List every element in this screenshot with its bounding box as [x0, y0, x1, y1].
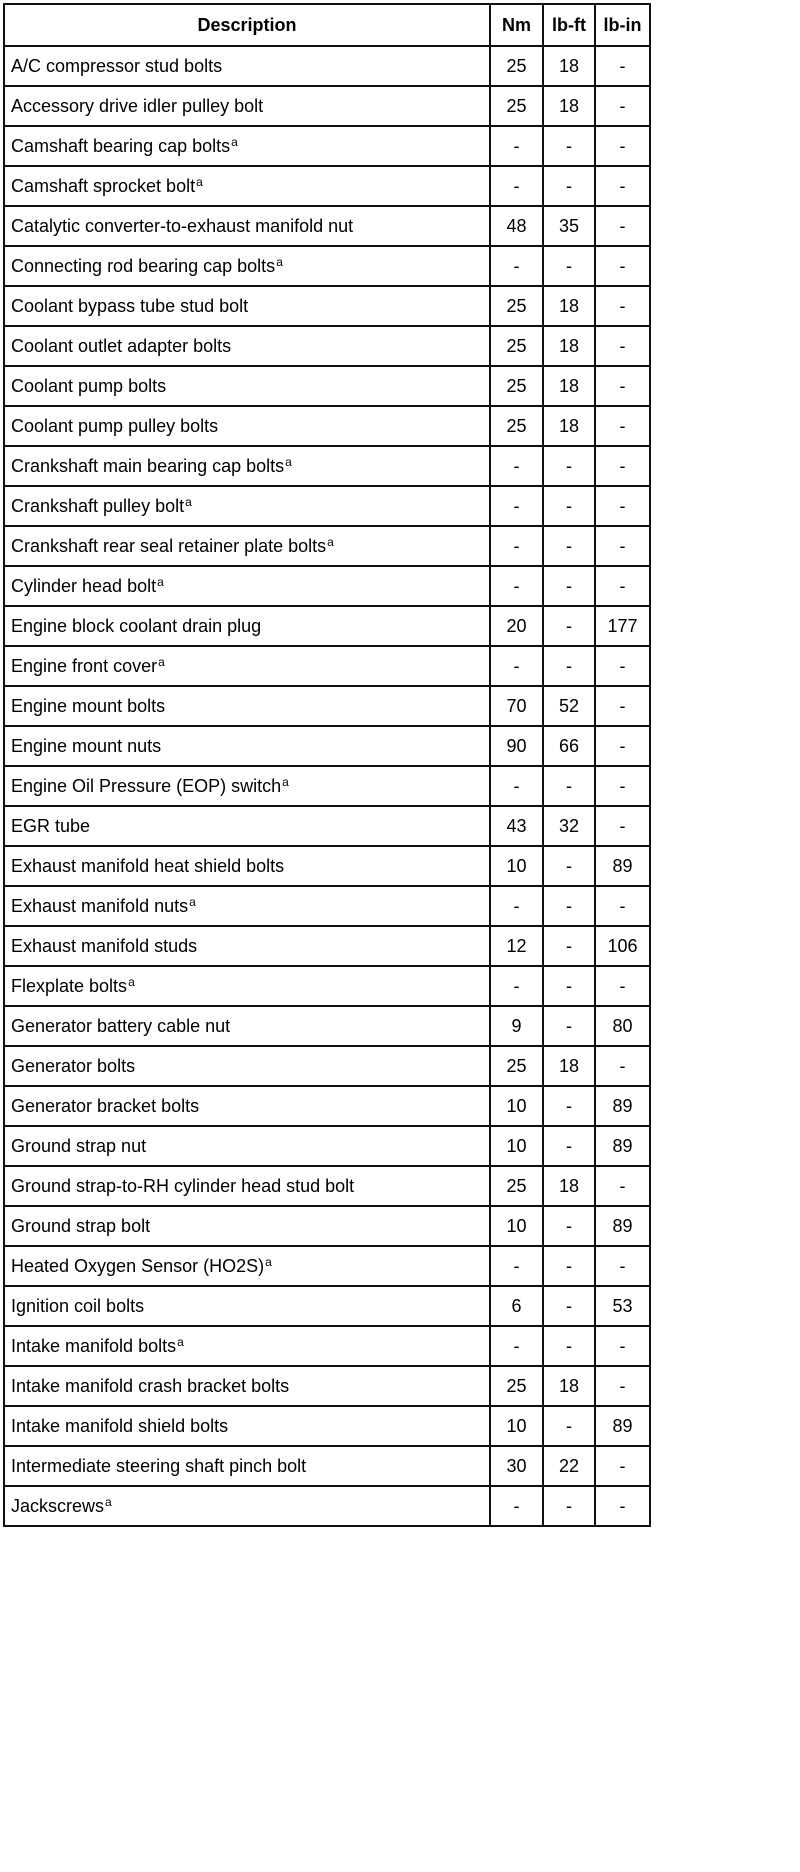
- cell-description: [4, 86, 490, 126]
- table-row: [4, 406, 650, 446]
- cell-lb-in: -: [595, 1046, 650, 1086]
- cell-nm: -: [490, 246, 543, 286]
- description-text: Accessory drive idler pulley bolt: [11, 95, 264, 116]
- cell-description: [4, 1006, 490, 1046]
- cell-lb-ft: 18: [543, 1046, 595, 1086]
- footnote-marker: a: [282, 774, 289, 789]
- cell-lb-in: -: [595, 1366, 650, 1406]
- cell-description: [4, 1286, 490, 1326]
- table-row: [4, 886, 650, 926]
- cell-description: [4, 846, 490, 886]
- table-row: [4, 1446, 650, 1486]
- cell-nm: 10: [490, 1126, 543, 1166]
- table-row: [4, 206, 650, 246]
- description-text: Coolant pump pulley bolts: [11, 415, 219, 436]
- cell-nm: 9: [490, 1006, 543, 1046]
- footnote-marker: a: [265, 1254, 272, 1269]
- cell-lb-ft: -: [543, 166, 595, 206]
- cell-lb-ft: -: [543, 766, 595, 806]
- cell-description: [4, 286, 490, 326]
- cell-description: [4, 1206, 490, 1246]
- cell-lb-ft: -: [543, 846, 595, 886]
- cell-description: [4, 1326, 490, 1366]
- footnote-marker: a: [231, 134, 238, 149]
- table-row: [4, 246, 650, 286]
- table-row: [4, 126, 650, 166]
- cell-nm: -: [490, 446, 543, 486]
- cell-lb-ft: 18: [543, 1366, 595, 1406]
- cell-lb-in: -: [595, 1486, 650, 1526]
- description-text: Intake manifold crash bracket bolts: [11, 1375, 290, 1396]
- column-header-lb-ft: lb-ft: [543, 4, 595, 46]
- cell-description: [4, 46, 490, 86]
- description-text: A/C compressor stud bolts: [11, 55, 223, 76]
- cell-description: [4, 566, 490, 606]
- cell-lb-in: -: [595, 126, 650, 166]
- cell-lb-in: 89: [595, 846, 650, 886]
- cell-nm: -: [490, 526, 543, 566]
- description-text: Connecting rod bearing cap bolts: [11, 255, 276, 276]
- cell-nm: 25: [490, 1046, 543, 1086]
- table-row: [4, 686, 650, 726]
- footnote-marker: a: [189, 894, 196, 909]
- cell-lb-ft: -: [543, 926, 595, 966]
- cell-description: [4, 446, 490, 486]
- table-row: [4, 526, 650, 566]
- cell-lb-in: 89: [595, 1206, 650, 1246]
- cell-lb-ft: -: [543, 246, 595, 286]
- footnote-marker: a: [327, 534, 334, 549]
- cell-description: [4, 1246, 490, 1286]
- description-text: Coolant pump bolts: [11, 375, 167, 396]
- table-row: [4, 806, 650, 846]
- cell-lb-in: -: [595, 246, 650, 286]
- cell-description: [4, 1166, 490, 1206]
- cell-lb-ft: 18: [543, 46, 595, 86]
- cell-lb-in: -: [595, 366, 650, 406]
- cell-lb-in: 80: [595, 1006, 650, 1046]
- cell-lb-ft: -: [543, 646, 595, 686]
- footnote-marker: a: [157, 574, 164, 589]
- table-row: [4, 846, 650, 886]
- cell-description: [4, 406, 490, 446]
- footnote-marker: a: [158, 654, 165, 669]
- cell-lb-ft: -: [543, 1486, 595, 1526]
- cell-lb-in: -: [595, 886, 650, 926]
- table-row: [4, 726, 650, 766]
- cell-lb-ft: -: [543, 446, 595, 486]
- cell-lb-in: 89: [595, 1126, 650, 1166]
- cell-description: [4, 1406, 490, 1446]
- table-row: [4, 1406, 650, 1446]
- footnote-marker: a: [177, 1334, 184, 1349]
- cell-lb-in: 89: [595, 1406, 650, 1446]
- table-row: [4, 46, 650, 86]
- cell-nm: -: [490, 1326, 543, 1366]
- table-row: [4, 1086, 650, 1126]
- column-header-nm: Nm: [490, 4, 543, 46]
- description-text: Coolant outlet adapter bolts: [11, 335, 232, 356]
- cell-description: [4, 526, 490, 566]
- description-text: Crankshaft rear seal retainer plate bolts: [11, 535, 327, 556]
- description-text: Engine block coolant drain plug: [11, 615, 262, 636]
- cell-nm: 12: [490, 926, 543, 966]
- cell-lb-in: -: [595, 206, 650, 246]
- cell-lb-ft: -: [543, 526, 595, 566]
- table-row: [4, 86, 650, 126]
- cell-nm: 10: [490, 846, 543, 886]
- cell-description: [4, 1366, 490, 1406]
- cell-nm: 25: [490, 86, 543, 126]
- torque-spec-sheet: [3, 3, 649, 1527]
- cell-description: [4, 1126, 490, 1166]
- cell-lb-ft: 32: [543, 806, 595, 846]
- table-row: [4, 1166, 650, 1206]
- cell-description: [4, 1046, 490, 1086]
- table-row: [4, 1366, 650, 1406]
- description-text: Camshaft bearing cap bolts: [11, 135, 231, 156]
- cell-lb-in: -: [595, 1246, 650, 1286]
- description-text: Ignition coil bolts: [11, 1295, 145, 1316]
- cell-nm: -: [490, 1246, 543, 1286]
- cell-nm: -: [490, 886, 543, 926]
- cell-nm: 43: [490, 806, 543, 846]
- cell-lb-ft: -: [543, 1006, 595, 1046]
- cell-lb-in: -: [595, 286, 650, 326]
- cell-lb-in: -: [595, 1166, 650, 1206]
- cell-lb-ft: 18: [543, 366, 595, 406]
- description-text: Engine front cover: [11, 655, 158, 676]
- cell-description: [4, 166, 490, 206]
- cell-lb-in: -: [595, 86, 650, 126]
- description-text: Intake manifold shield bolts: [11, 1415, 229, 1436]
- description-text: Exhaust manifold heat shield bolts: [11, 855, 285, 876]
- cell-lb-in: -: [595, 1446, 650, 1486]
- description-text: Catalytic converter-to-exhaust manifold nut: [11, 215, 354, 236]
- cell-description: [4, 1486, 490, 1526]
- cell-lb-ft: -: [543, 1406, 595, 1446]
- table-row: [4, 1206, 650, 1246]
- cell-lb-in: -: [595, 406, 650, 446]
- cell-description: [4, 806, 490, 846]
- cell-description: [4, 206, 490, 246]
- table-row: [4, 1486, 650, 1526]
- table-header-row: [4, 4, 650, 46]
- cell-nm: -: [490, 766, 543, 806]
- table-body: [4, 46, 650, 1526]
- cell-lb-in: -: [595, 566, 650, 606]
- cell-lb-in: -: [595, 46, 650, 86]
- table-row: [4, 446, 650, 486]
- description-text: Crankshaft main bearing cap bolts: [11, 455, 285, 476]
- cell-lb-in: -: [595, 166, 650, 206]
- cell-nm: 6: [490, 1286, 543, 1326]
- cell-lb-ft: -: [543, 1126, 595, 1166]
- cell-description: [4, 1446, 490, 1486]
- cell-description: [4, 486, 490, 526]
- cell-lb-ft: 18: [543, 1166, 595, 1206]
- table-row: [4, 166, 650, 206]
- description-text: Crankshaft pulley bolt: [11, 495, 185, 516]
- description-text: Intermediate steering shaft pinch bolt: [11, 1455, 307, 1476]
- footnote-marker: a: [105, 1494, 112, 1509]
- description-text: Engine mount nuts: [11, 735, 162, 756]
- table-row: [4, 1286, 650, 1326]
- cell-lb-ft: 18: [543, 86, 595, 126]
- cell-lb-in: 53: [595, 1286, 650, 1326]
- cell-nm: 25: [490, 46, 543, 86]
- cell-description: [4, 326, 490, 366]
- cell-nm: 70: [490, 686, 543, 726]
- table-row: [4, 486, 650, 526]
- cell-lb-in: 106: [595, 926, 650, 966]
- description-text: Flexplate bolts: [11, 975, 128, 996]
- cell-nm: 25: [490, 366, 543, 406]
- description-text: Generator bolts: [11, 1055, 136, 1076]
- table-row: [4, 366, 650, 406]
- cell-lb-ft: -: [543, 1206, 595, 1246]
- cell-nm: 10: [490, 1406, 543, 1446]
- description-text: Intake manifold bolts: [11, 1335, 177, 1356]
- description-text: Ground strap nut: [11, 1135, 147, 1156]
- cell-nm: 25: [490, 406, 543, 446]
- description-text: Engine mount bolts: [11, 695, 166, 716]
- description-text: EGR tube: [11, 815, 91, 836]
- cell-nm: 48: [490, 206, 543, 246]
- cell-lb-in: -: [595, 1326, 650, 1366]
- description-text: Heated Oxygen Sensor (HO2S): [11, 1255, 265, 1276]
- description-text: Ground strap bolt: [11, 1215, 151, 1236]
- table-row: [4, 1006, 650, 1046]
- cell-description: [4, 126, 490, 166]
- footnote-marker: a: [276, 254, 283, 269]
- table-row: [4, 326, 650, 366]
- cell-lb-in: -: [595, 486, 650, 526]
- column-header-description: Description: [4, 4, 490, 46]
- cell-lb-in: -: [595, 326, 650, 366]
- cell-description: [4, 966, 490, 1006]
- cell-nm: -: [490, 1486, 543, 1526]
- footnote-marker: a: [185, 494, 192, 509]
- cell-description: [4, 926, 490, 966]
- cell-nm: 25: [490, 286, 543, 326]
- table-row: [4, 766, 650, 806]
- cell-nm: -: [490, 486, 543, 526]
- cell-nm: 10: [490, 1086, 543, 1126]
- cell-nm: -: [490, 166, 543, 206]
- cell-lb-ft: 66: [543, 726, 595, 766]
- cell-lb-ft: -: [543, 1246, 595, 1286]
- cell-lb-ft: -: [543, 886, 595, 926]
- cell-lb-in: -: [595, 726, 650, 766]
- cell-lb-ft: 35: [543, 206, 595, 246]
- cell-nm: -: [490, 966, 543, 1006]
- cell-lb-ft: 18: [543, 406, 595, 446]
- cell-nm: 25: [490, 1366, 543, 1406]
- cell-description: [4, 246, 490, 286]
- cell-description: [4, 886, 490, 926]
- cell-description: [4, 766, 490, 806]
- cell-lb-in: 177: [595, 606, 650, 646]
- table-row: [4, 286, 650, 326]
- description-text: Camshaft sprocket bolt: [11, 175, 196, 196]
- cell-description: [4, 726, 490, 766]
- table-row: [4, 646, 650, 686]
- footnote-marker: a: [196, 174, 203, 189]
- footnote-marker: a: [128, 974, 135, 989]
- cell-lb-in: -: [595, 526, 650, 566]
- description-text: Jackscrews: [11, 1495, 105, 1516]
- cell-description: [4, 606, 490, 646]
- cell-lb-ft: -: [543, 606, 595, 646]
- description-text: Exhaust manifold nuts: [11, 895, 189, 916]
- cell-nm: 30: [490, 1446, 543, 1486]
- table-row: [4, 926, 650, 966]
- column-header-lb-in: lb-in: [595, 4, 650, 46]
- cell-lb-ft: -: [543, 486, 595, 526]
- cell-lb-in: -: [595, 646, 650, 686]
- table-row: [4, 1126, 650, 1166]
- cell-lb-ft: -: [543, 1326, 595, 1366]
- cell-lb-ft: 18: [543, 326, 595, 366]
- cell-lb-in: -: [595, 686, 650, 726]
- cell-lb-ft: 52: [543, 686, 595, 726]
- description-text: Cylinder head bolt: [11, 575, 157, 596]
- description-text: Ground strap-to-RH cylinder head stud bolt: [11, 1175, 355, 1196]
- table-row: [4, 1326, 650, 1366]
- cell-lb-ft: 18: [543, 286, 595, 326]
- description-text: Exhaust manifold studs: [11, 935, 198, 956]
- cell-lb-in: -: [595, 766, 650, 806]
- cell-nm: -: [490, 566, 543, 606]
- cell-description: [4, 1086, 490, 1126]
- description-text: Generator battery cable nut: [11, 1015, 231, 1036]
- cell-nm: 10: [490, 1206, 543, 1246]
- cell-description: [4, 646, 490, 686]
- cell-nm: 90: [490, 726, 543, 766]
- table-row: [4, 606, 650, 646]
- cell-nm: 20: [490, 606, 543, 646]
- table-row: [4, 966, 650, 1006]
- cell-lb-in: 89: [595, 1086, 650, 1126]
- cell-lb-in: -: [595, 446, 650, 486]
- cell-description: [4, 686, 490, 726]
- cell-lb-ft: -: [543, 966, 595, 1006]
- table-row: [4, 1246, 650, 1286]
- cell-nm: 25: [490, 1166, 543, 1206]
- cell-lb-ft: -: [543, 126, 595, 166]
- table-row: [4, 566, 650, 606]
- torque-spec-table: [3, 3, 651, 1527]
- cell-lb-ft: -: [543, 566, 595, 606]
- cell-lb-ft: -: [543, 1286, 595, 1326]
- cell-nm: -: [490, 646, 543, 686]
- cell-lb-in: -: [595, 966, 650, 1006]
- footnote-marker: a: [285, 454, 292, 469]
- cell-lb-in: -: [595, 806, 650, 846]
- cell-nm: -: [490, 126, 543, 166]
- table-row: [4, 1046, 650, 1086]
- description-text: Generator bracket bolts: [11, 1095, 200, 1116]
- cell-lb-ft: -: [543, 1086, 595, 1126]
- description-text: Coolant bypass tube stud bolt: [11, 295, 249, 316]
- cell-nm: 25: [490, 326, 543, 366]
- cell-lb-ft: 22: [543, 1446, 595, 1486]
- cell-description: [4, 366, 490, 406]
- description-text: Engine Oil Pressure (EOP) switch: [11, 775, 282, 796]
